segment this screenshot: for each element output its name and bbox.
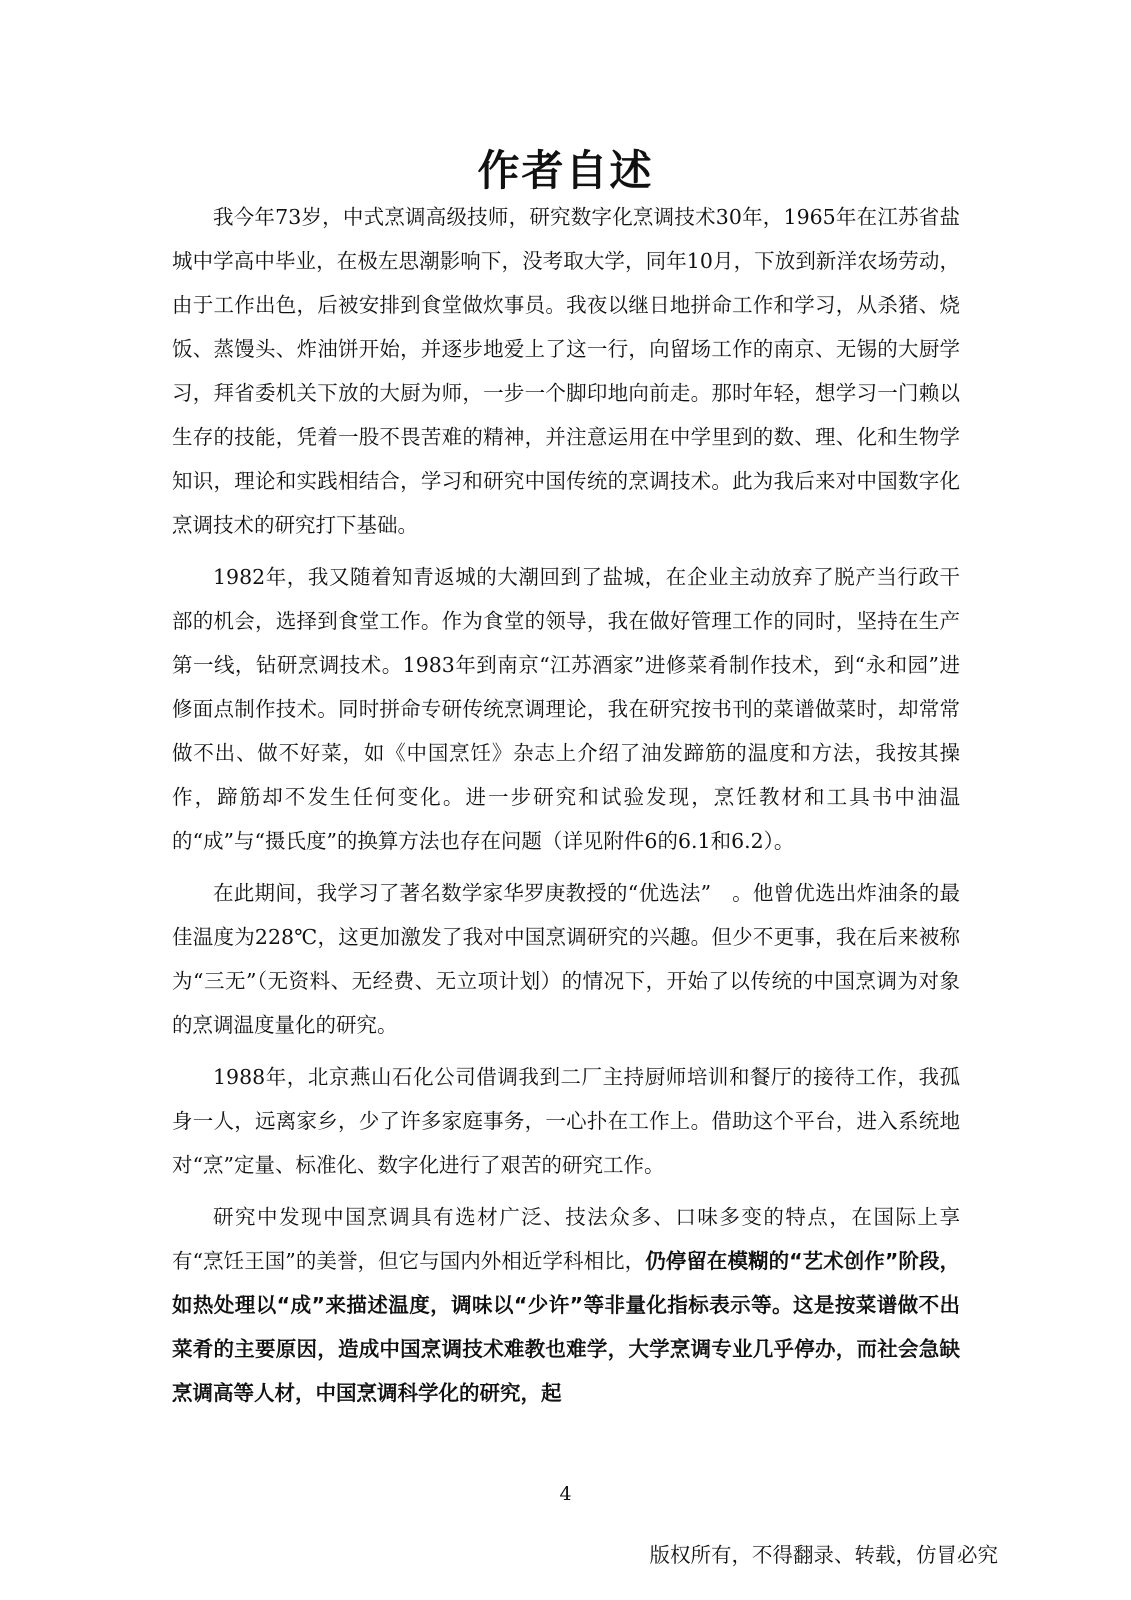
page-number: 4 [559, 1483, 572, 1505]
copyright-notice: 版权所有，不得翻录、转载，仿冒必究 [649, 1543, 998, 1567]
paragraph-1: 我今年73岁，中式烹调高级技师，研究数字化烹调技术30年，1965年在江苏省盐城中学高中毕业，在极左思潮影响下，没考取大学，同年10月，下放到新洋农场劳动，由于工作出色，后被安排到食堂做炊事员。我夜以继日地拼命工作和学习，从杀猪、烧饭、蒸馒头、炸油饼开始，并逐步地爱上了这一行，向留场工作的南京、无锡的大厨学习，拜省委机关下放的大厨为师，一步一个脚印地向前走。那时年轻，想学习一门赖以生存的技能，凭着一股不畏苦难的精神，并注意运用在中学里到的数、理、化和生物学知识，理论和实践相结合，学习和研究中国传统的烹调技术。此为我后来对中国数字化烹调技术的研究打下基础。 [172, 205, 960, 537]
paragraph-2: 1982年，我又随着知青返城的大潮回到了盐城，在企业主动放弃了脱产当行政干部的机会，选择到食堂工作。作为食堂的领导，我在做好管理工作的同时，坚持在生产第一线，钻研烹调技术。1983年到南京“江苏酒家”进修菜肴制作技术，到“永和园”进修面点制作技术。同时拼命专研传统烹调理论，我在研究按书刊的菜谱做菜时，却常常做不出、做不好菜，如《中国烹饪》杂志上介绍了油发蹄筋的温度和方法，我按其操作，蹄筋却不发生任何变化。进一步研究和试验发现，烹饪教材和工具书中油温的“成”与“摄氏度”的换算方法也存在问题（详见附件6的6.1和6.2）。 [172, 565, 960, 853]
body-text [172, 195, 960, 1415]
page-title: 作者自述 [477, 146, 654, 195]
paragraph-5-text: 研究中发现中国烹调具有选材广泛、技法众多、口味多变的特点，在国际上享有“烹饪王国”的美誉，但它与国内外相近学科相比， [172, 1205, 960, 1273]
paragraph-5 [172, 1195, 960, 1415]
paragraph-5-bold-text: 仍停留在模糊的“艺术创作”阶段，如热处理以“成”来描述温度，调味以“少许”等非量化指标表示等。这是按菜谱做不出菜肴的主要原因，造成中国烹调技术难教也难学，大学烹调专业几乎停办，而社会急缺烹调高等人材，中国烹调科学化的研究，起 [172, 1249, 960, 1405]
paragraph-3: 在此期间，我学习了著名数学家华罗庚教授的“优选法” 。他曾优选出炸油条的最佳温度为228℃，这更加激发了我对中国烹调研究的兴趣。但少不更事，我在后来被称为“三无”（无资料、无经费、无立项计划）的情况下，开始了以传统的中国烹调为对象的烹调温度量化的研究。 [172, 881, 960, 1037]
paragraph-4: 1988年，北京燕山石化公司借调我到二厂主持厨师培训和餐厅的接待工作，我孤身一人，远离家乡，少了许多家庭事务，一心扑在工作上。借助这个平台，进入系统地对“烹”定量、标准化、数字化进行了艰苦的研究工作。 [172, 1065, 960, 1177]
